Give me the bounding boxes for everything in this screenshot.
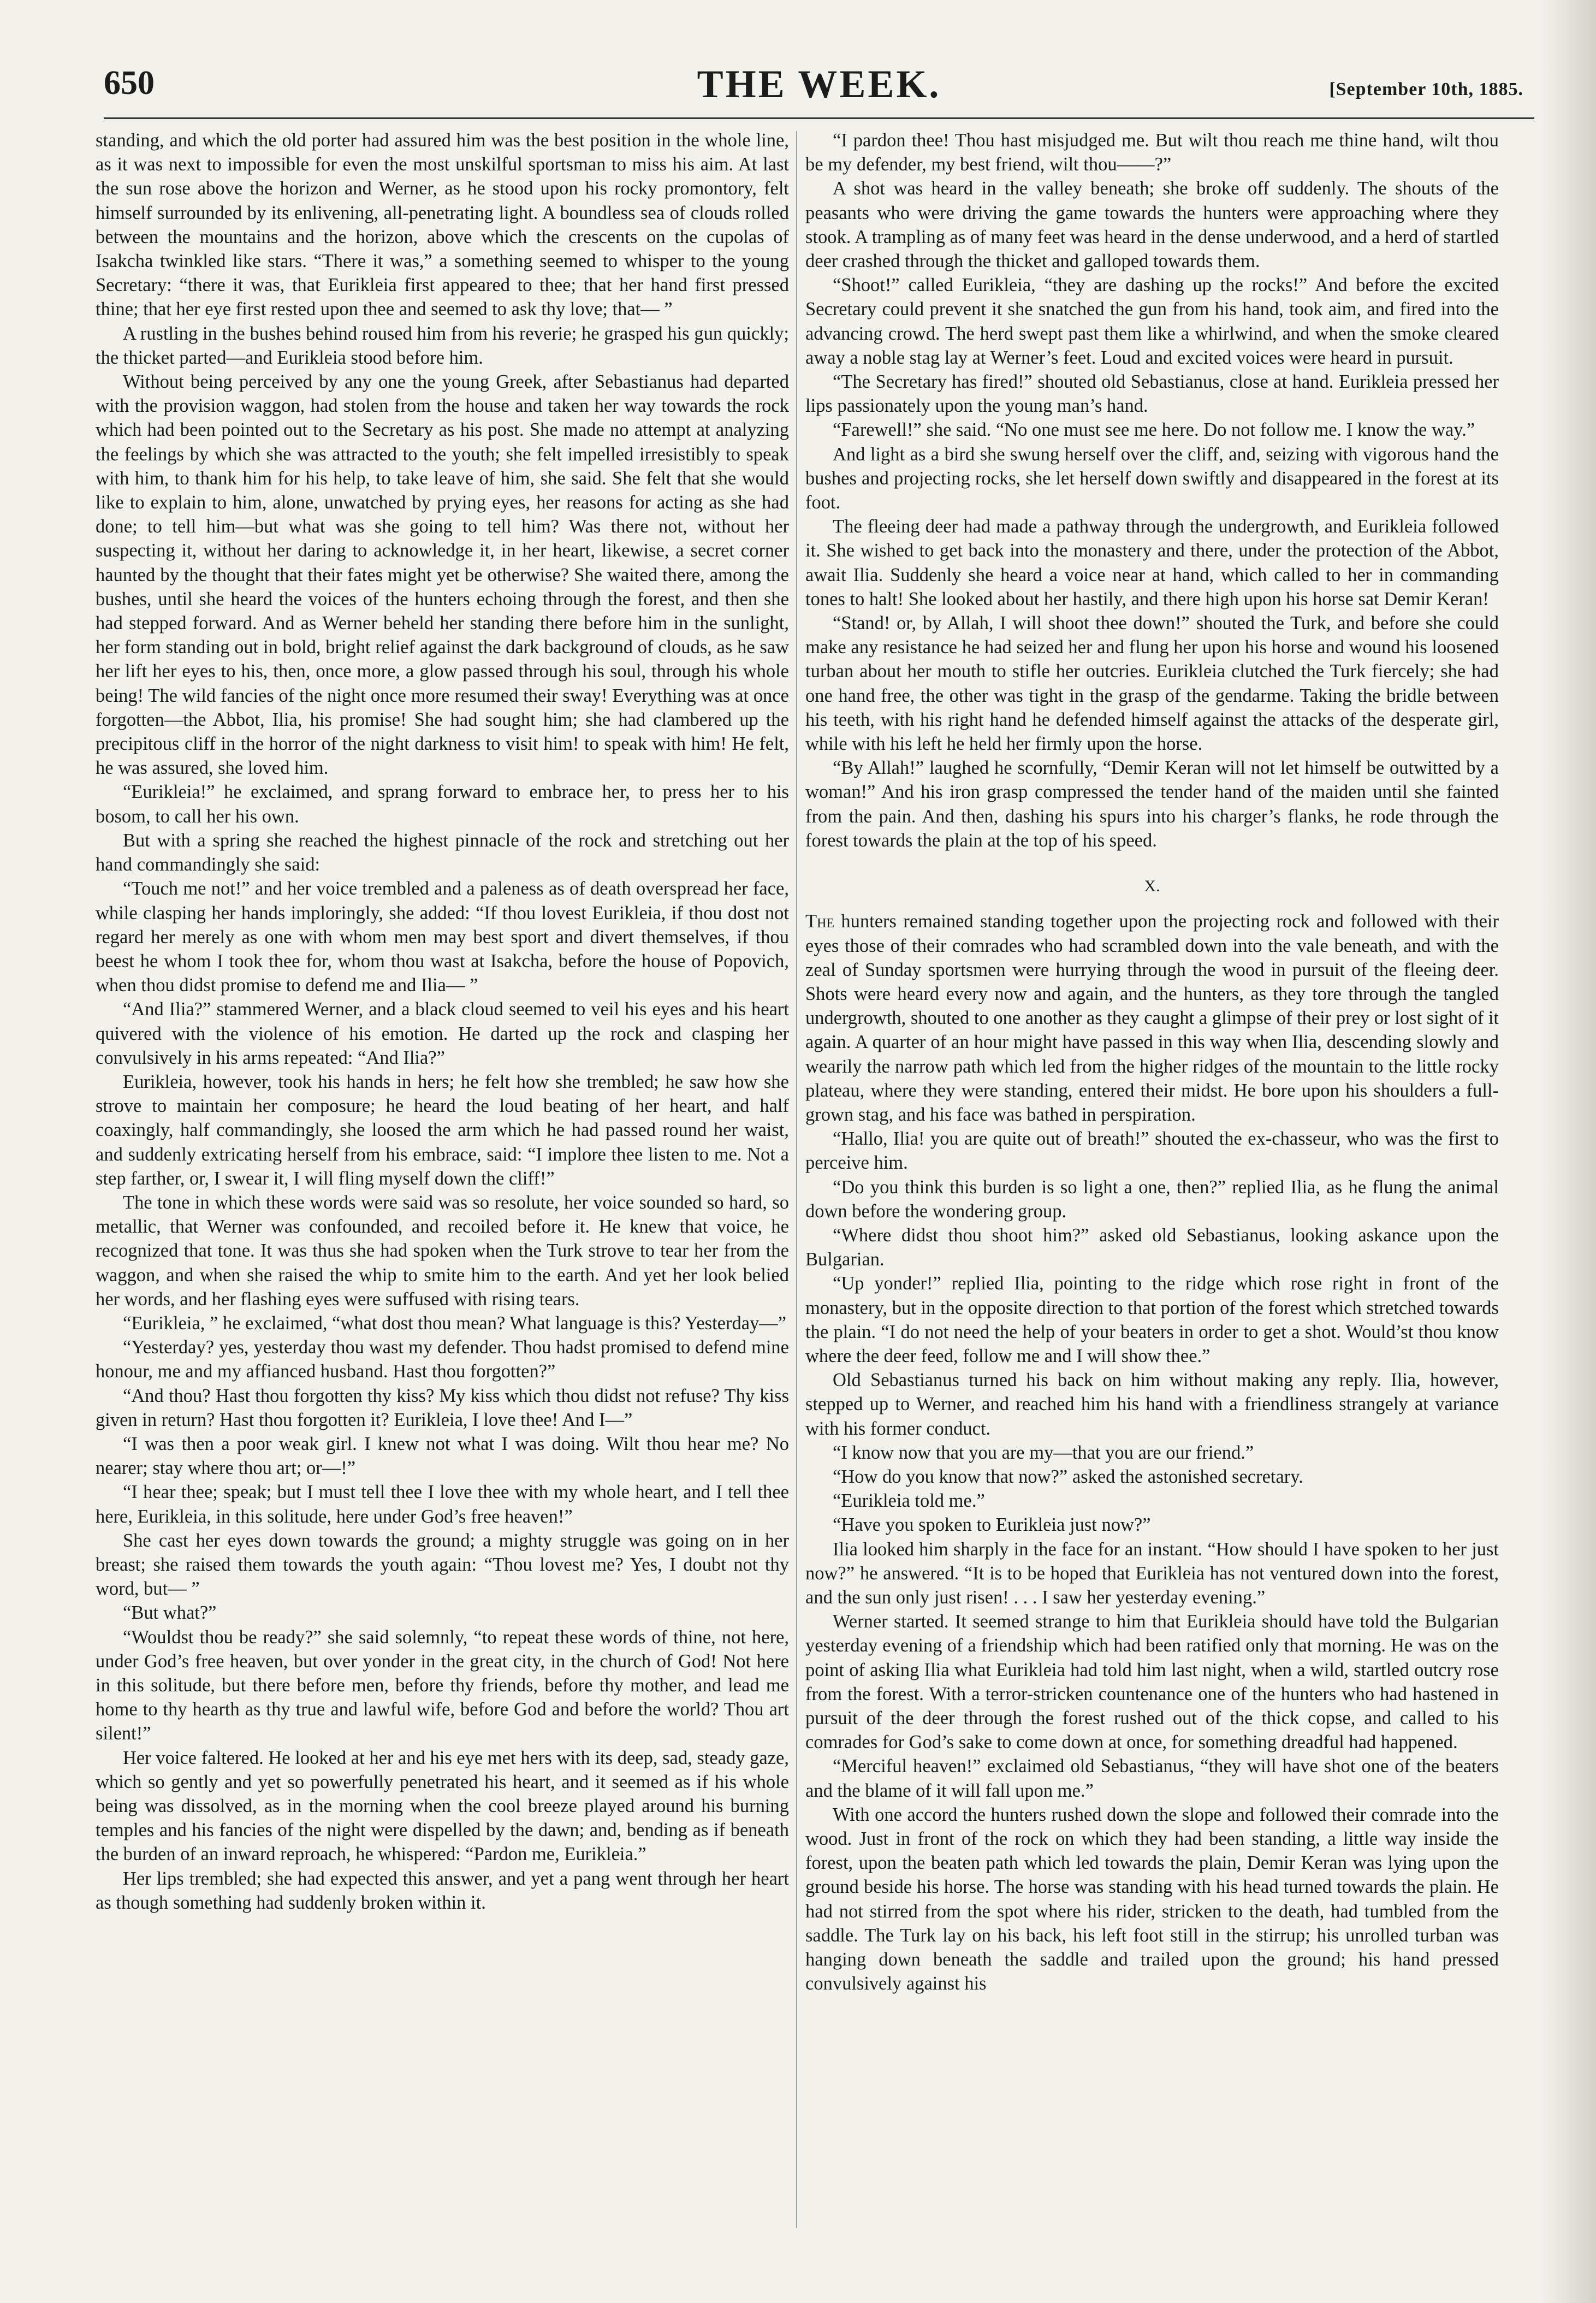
paragraph: “But what?” <box>123 1602 217 1624</box>
paragraph: “Have you spoken to Eurikleia just now?” <box>833 1514 1151 1536</box>
section-heading <box>805 874 1499 898</box>
paragraph: “How do you know that now?” asked the astonished secretary. <box>833 1466 1303 1487</box>
section-opening-word: The <box>805 911 835 932</box>
paragraph: “Wouldst thou be ready?” she said solemnly, “to repeat these words of thine, not here, under God’s free heaven, but over yonder in the great city, in the church of God! Not here in this solitude, but there before men, before thy friends, before thy mother, and lead me home to thy hearth as thy true and lawful wife, before God and before the world? Thou art silent!” <box>96 1626 789 1744</box>
paragraph: “And thou? Hast thou forgotten thy kiss? My kiss which thou didst not refuse? Thy kiss given in return? Hast thou forgotten it? Eurikleia, I love thee! And I—” <box>96 1385 789 1430</box>
paragraph-text: hunters remained standing together upon the projecting rock and followed with their eyes those of their comrades who had scrambled down into the vale beneath, and with the zeal of Sunday sportsmen were hurrying through the wood in pursuit of the fleeing deer. Shots were heard every now and again, and the hunters, as they tore through the tangled undergrowth, shouted to one another as they caught a glimpse of their prey or lost sight of it again. A quarter of an hour might have passed in this way when Ilia, descending slowly and wearily the narrow path which led from the higher ridges of the mountain to the little rocky plateau, where they were standing, entered their midst. He bore upon his shoulders a full-grown stag, and his face was bathed in perspiration. <box>805 911 1499 1125</box>
paragraph: Eurikleia, however, took his hands in hers; he felt how she trembled; he saw how she strove to maintain her composure; he heard the loud beating of her heart, and half coaxingly, half commandingly, she loosed the arm which he had passed round her waist, and suddenly extricating herself from his embrace, said: “I implore thee listen to me. Not a step farther, or, I swear it, I will fling myself down the cliff!” <box>96 1071 789 1189</box>
paragraph: With one accord the hunters rushed down the slope and followed their comrade into the wood. Just in front of the rock on which they had been standing, a little way inside the forest, upon the beaten path which led towards the plain, Demir Keran was lying upon the ground beside his horse. The horse was standing with his head turned towards the plain. He had not stirred from the spot where his rider, stricken to the death, had tumbled from the saddle. The Turk lay on his back, his left foot still in the stirrup; his unrolled turban was hanging down beneath the saddle and trailed upon the ground; his hand pressed convulsively against his <box>805 1804 1499 1994</box>
page-number: 650 <box>104 64 155 102</box>
paragraph: And light as a bird she swung herself over the cliff, and, seizing with vigorous hand the bushes and projecting rocks, she let herself down swiftly and disappeared in the forest at its foot. <box>805 443 1499 513</box>
left-column <box>96 128 789 1915</box>
paragraph: “Do you think this burden is so light a one, then?” replied Ilia, as he flung the animal down before the wondering group. <box>805 1176 1499 1222</box>
paragraph: “The Secretary has fired!” shouted old Sebastianus, close at hand. Eurikleia pressed her lips passionately upon the young man’s hand. <box>805 371 1499 417</box>
column-rule <box>796 131 797 2228</box>
right-column <box>805 128 1499 1996</box>
issue-date: [September 10th, 1885. <box>1329 79 1523 99</box>
paragraph: A rustling in the bushes behind roused him from his reverie; he grasped his gun quickly; the thicket parted—and Eurikleia stood before him. <box>96 323 789 368</box>
paragraph: “Up yonder!” replied Ilia, pointing to the ridge which rose right in front of the monastery, but in the opposite direction to that portion of the forest which stretched towards the plain. “I do not need the help of your beaters in order to get a shot. Would’st thou know where the deer feed, follow me and I will show thee.” <box>805 1273 1499 1366</box>
paragraph: The tone in which these words were said was so resolute, her voice sounded so hard, so metallic, that Werner was confounded, and recoiled before it. He knew that voice, he recognized that tone. It was thus she had spoken when the Turk strove to tear her from the waggon, and when she raised the whip to smite him to the earth. And yet her look belied her words, and her flashing eyes were suffused with rising tears. <box>96 1192 789 1310</box>
paragraph: “Eurikleia!” he exclaimed, and sprang forward to embrace her, to press her to his bosom, to call her his own. <box>96 782 789 827</box>
paragraph: “I was then a poor weak girl. I knew not what I was doing. Wilt thou hear me? No nearer; stay where thou art; or—!” <box>96 1433 789 1479</box>
paragraph: “And Ilia?” stammered Werner, and a black cloud seemed to veil his eyes and his heart quivered with the violence of his emotion. He darted up the rock and clasping her convulsively in his arms repeated: “And Ilia?” <box>96 999 789 1068</box>
paragraph: “By Allah!” laughed he scornfully, “Demir Keran will not let himself be outwitted by a woman!” And his iron grasp compressed the tender hand of the maiden until she fainted from the pain. And then, dashing his spurs into his charger’s flanks, he rode through the forest towards the plain at the top of his speed. <box>805 757 1499 851</box>
paragraph: Her lips trembled; she had expected this answer, and yet a pang went through her heart as though something had suddenly broken within it. <box>96 1868 789 1913</box>
journal-title: THE WEEK. <box>697 62 941 106</box>
paragraph: “Yesterday? yes, yesterday thou wast my defender. Thou hadst promised to defend mine honour, me and my affianced husband. Hast thou forgotten?” <box>96 1337 789 1382</box>
binding-edge <box>1541 0 1596 2303</box>
paragraph: “I pardon thee! Thou hast misjudged me. But wilt thou reach me thine hand, wilt thou be my defender, my best friend, wilt thou——?” <box>805 130 1499 175</box>
paragraph: “Where didst thou shoot him?” asked old Sebastianus, looking askance upon the Bulgarian. <box>805 1224 1499 1270</box>
paragraph: Without being perceived by any one the young Greek, after Sebastianus had departed with the provision waggon, had stolen from the house and taken her way towards the rock which had been pointed out to the Secretary as his post. She made no attempt at analyzing the feelings by which she was attracted to the youth; she felt impelled irresistibly to speak with him, to thank him for his help, to take leave of him, she said. She felt that she would like to explain to him, alone, unwatched by prying eyes, her reasons for acting as she had done; to tell him—but what was she going to tell him? Was there not, without her suspecting it, without her daring to acknowledge it, in her heart, likewise, a secret corner haunted by the thought that their fates might yet be otherwise? She waited there, among the bushes, until she heard the voices of the hunters echoing through the forest, and then she had stepped forward. And as Werner beheld her standing there before him in the sunlight, her form standing out in bold, bright relief against the dark background of clouds, as he saw her lift her eyes to his, then, once more, a glow passed through his soul, through his whole being! The wild fancies of the night once more resumed their sway! Everything was at once forgotten—the Abbot, Ilia, his promise! She had sought him; she had clambered up the precipitous cliff in the horror of the night darkness to visit him! to speak with him! He felt, he was assured, she loved him. <box>96 371 789 779</box>
section-opening-paragraph <box>805 909 1499 1127</box>
page-header <box>104 52 1534 119</box>
paragraph: Old Sebastianus turned his back on him without making any reply. Ilia, however, stepped up to Werner, and reached him his hand with a friendliness strangely at variance with his former conduct. <box>805 1370 1499 1439</box>
paragraph: “Stand! or, by Allah, I will shoot thee down!” shouted the Turk, and before she could make any resistance he had seized her and flung her upon his horse and wound his loosened turban about her mouth to stifle her outcries. Eurikleia clutched the Turk fiercely; she had one hand free, the other was tight in the grasp of the gendarme. Taking the bridle between his teeth, with his right hand he defended himself against the attacks of the desperate girl, while with his left he held her firmly upon the horse. <box>805 613 1499 755</box>
paragraph: Werner started. It seemed strange to him that Eurikleia should have told the Bulgarian yesterday evening of a friendship which had been ratified only that morning. He was on the point of asking Ilia what Eurikleia had told him last night, when a wild, startled outcry rose from the forest. With a terror-stricken countenance one of the hunters who had hastened in pursuit of the deer through the forest rushed out of the thick copse, and called to his comrades for God’s sake to come down at once, for something dreadful had happened. <box>805 1611 1499 1753</box>
paragraph: standing, and which the old porter had assured him was the best position in the whole line, as it was next to impossible for even the most unskilful sportsman to miss his aim. At last the sun rose above the horizon and Werner, as he stood upon his rocky promontory, felt himself surrounded by its enlivening, all-penetrating light. A boundless sea of clouds rolled between the mountains and the horizon, above which the crescents on the cupolas of Isakcha twinkled like stars. “There it was,” a something seemed to whisper to the young Secretary: “there it was, that Eurikleia first appeared to thee; that her hand first pressed thine; that her eye first rested upon thee and seemed to ask thy love; that— ” <box>96 130 789 320</box>
paragraph: Her voice faltered. He looked at her and his eye met hers with its deep, sad, steady gaze, which so gently and yet so powerfully penetrated his heart, and it seemed as if his whole being was dissolved, as in the morning when the cool breeze played around his burning temples and his fancies of the night were dispelled by the dawn; and, bending as if beneath the burden of an inward reproach, he whispered: “Pardon me, Eurikleia.” <box>96 1747 789 1865</box>
paragraph: Ilia looked him sharply in the face for an instant. “How should I have spoken to her just now?” he answered. “It is to be hoped that Eurikleia has not ventured down into the forest, and the sun only just risen! . . . I saw her yesterday evening.” <box>805 1538 1499 1608</box>
paragraph: “Eurikleia told me.” <box>833 1490 985 1512</box>
paragraph: “Hallo, Ilia! you are quite out of breath!” shouted the ex-chasseur, who was the first to perceive him. <box>805 1128 1499 1174</box>
paragraph: A shot was heard in the valley beneath; she broke off suddenly. The shouts of the peasants who were driving the game towards the hunters were approaching where they stook. A trampling as of many feet was heard in the dense underwood, and a herd of startled deer crashed through the thicket and galloped towards them. <box>805 178 1499 272</box>
paragraph: “I hear thee; speak; but I must tell thee I love thee with my whole heart, and I tell thee here, Eurikleia, in this solitude, here under God’s free heaven!” <box>96 1482 789 1527</box>
paragraph: She cast her eyes down towards the ground; a mighty struggle was going on in her breast; she raised them towards the youth again: “Thou lovest me? Yes, I doubt not thy word, but— ” <box>96 1530 789 1600</box>
paragraph: “Shoot!” called Eurikleia, “they are dashing up the rocks!” And before the excited Secretary could prevent it she snatched the gun from his hand, took aim, and fired into the advancing crowd. The herd swept past them like a whirlwind, and when the smoke cleared away a noble stag lay at Werner’s feet. Loud and excited voices were heard in pursuit. <box>805 275 1499 368</box>
paragraph: “Eurikleia, ” he exclaimed, “what dost thou mean? What language is this? Yesterday—” <box>123 1312 787 1334</box>
paragraph: But with a spring she reached the highest pinnacle of the rock and stretching out her hand commandingly she said: <box>96 830 789 875</box>
paragraph: “I know now that you are my—that you are our friend.” <box>833 1442 1254 1463</box>
paragraph: The fleeing deer had made a pathway through the undergrowth, and Eurikleia followed it. She wished to get back into the monastery and there, under the protection of the Abbot, await Ilia. Suddenly she heard a voice near at hand, which called to her in commanding tones to halt! She looked about her hastily, and there high upon his horse sat Demir Keran! <box>805 516 1499 609</box>
section-numeral: X. <box>1144 877 1160 896</box>
paragraph: “Farewell!” she said. “No one must see me here. Do not follow me. I know the way.” <box>833 419 1475 441</box>
paragraph: “Merciful heaven!” exclaimed old Sebastianus, “they will have shot one of the beaters and the blame of it will fall upon me.” <box>805 1756 1499 1801</box>
paragraph: “Touch me not!” and her voice trembled and a paleness as of death overspread her face, while clasping her hands imploringly, she added: “If thou lovest Eurikleia, if thou dost not regard her merely as one with whom men may best sport and divert themselves, if thou beest he whom I took thee for, whom thou wast at Isakcha, before the house of Popovich, when thou didst promise to defend me and Ilia— ” <box>96 878 789 996</box>
